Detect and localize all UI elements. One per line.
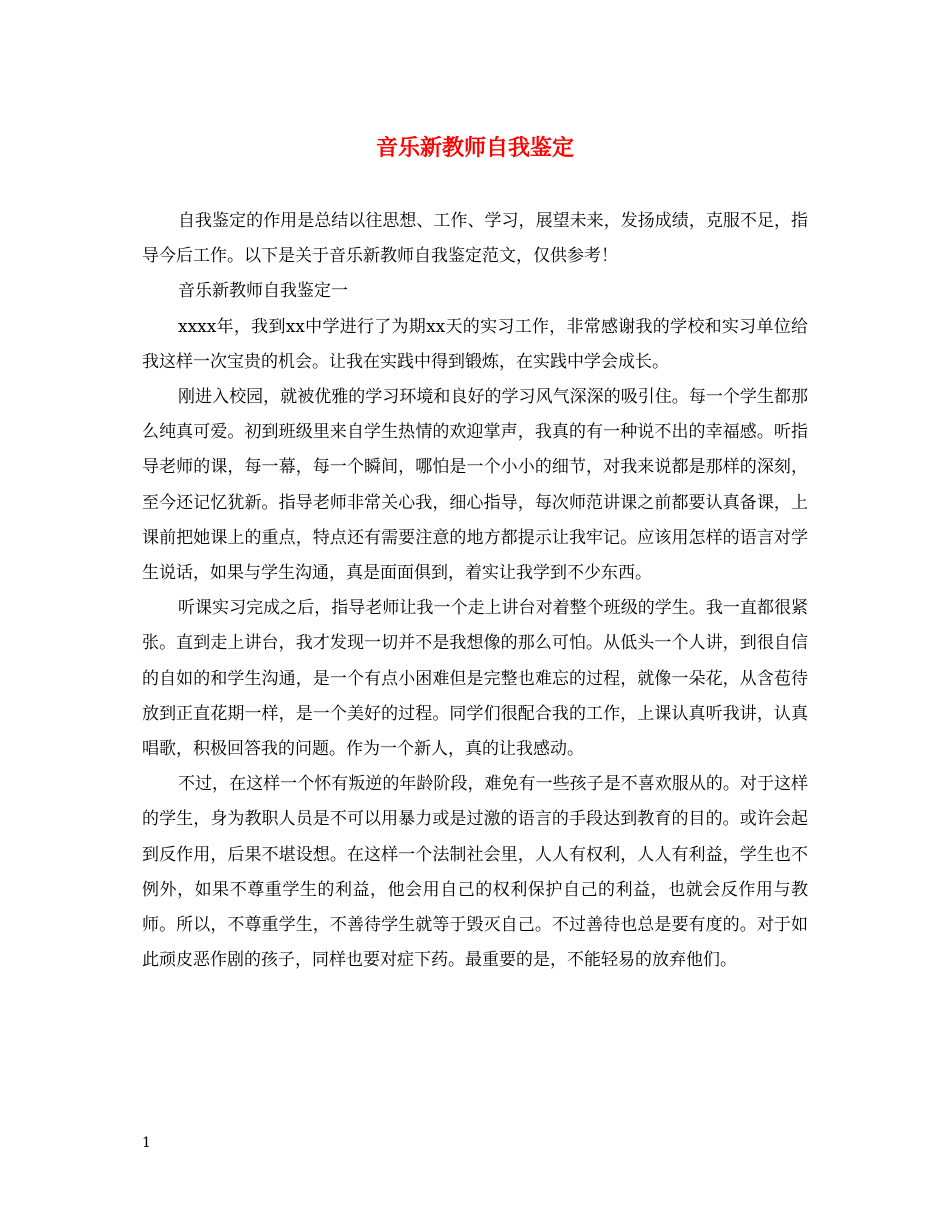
paragraph: 不过，在这样一个怀有叛逆的年龄阶段，难免有一些孩子是不喜欢服从的。对于这样的学生，身为教职人员是不可以用暴力或是过激的语言的手段达到教育的目的。或许会起到反作用，后果不堪设想。在这样一个法制社会里，人人有权利，人人有利益，学生也不例外，如果不尊重学生的利益，他会用自己的权利保护自己的利益，也就会反作用与教师。所以，不尊重学生，不善待学生就等于毁灭自己。不过善待也总是要有度的。对于如此顽皮恶作剧的孩子，同样也要对症下药。最重要的是，不能轻易的放弃他们。	[142, 774, 808, 971]
paragraph: xxxx年，我到xx中学进行了为期xx天的实习工作，非常感谢我的学校和实习单位给我这样一次宝贵的机会。让我在实践中得到锻炼，在实践中学会成长。	[142, 316, 808, 372]
paragraph-intro: 自我鉴定的作用是总结以往思想、工作、学习，展望未来，发扬成绩，克服不足，指导今后工作。以下是关于音乐新教师自我鉴定范文，仅供参考！	[142, 211, 808, 267]
page-number: 1	[142, 1135, 151, 1151]
document-body	[142, 204, 808, 978]
section-heading: 音乐新教师自我鉴定一	[178, 281, 348, 302]
document-title: 音乐新教师自我鉴定	[375, 135, 574, 161]
paragraph: 刚进入校园，就被优雅的学习环境和良好的学习风气深深的吸引住。每一个学生都那么纯真可爱。初到班级里来自学生热情的欢迎掌声，我真的有一种说不出的幸福感。听指导老师的课，每一幕，每一个瞬间，哪怕是一个小小的细节，对我来说都是那样的深刻，至今还记忆犹新。指导老师非常关心我，细心指导，每次师范讲课之前都要认真备课，上课前把她课上的重点，特点还有需要注意的地方都提示让我牢记。应该用怎样的语言对学生说话，如果与学生沟通，真是面面俱到，着实让我学到不少东西。	[142, 387, 808, 584]
paragraph: 听课实习完成之后，指导老师让我一个走上讲台对着整个班级的学生。我一直都很紧张。直到走上讲台，我才发现一切并不是我想像的那么可怕。从低头一个人讲，到很自信的自如的和学生沟通，是一个有点小困难但是完整也难忘的过程，就像一朵花，从含苞待放到正直花期一样，是一个美好的过程。同学们很配合我的工作，上课认真听我讲，认真唱歌，积极回答我的问题。作为一个新人，真的让我感动。	[142, 598, 808, 760]
